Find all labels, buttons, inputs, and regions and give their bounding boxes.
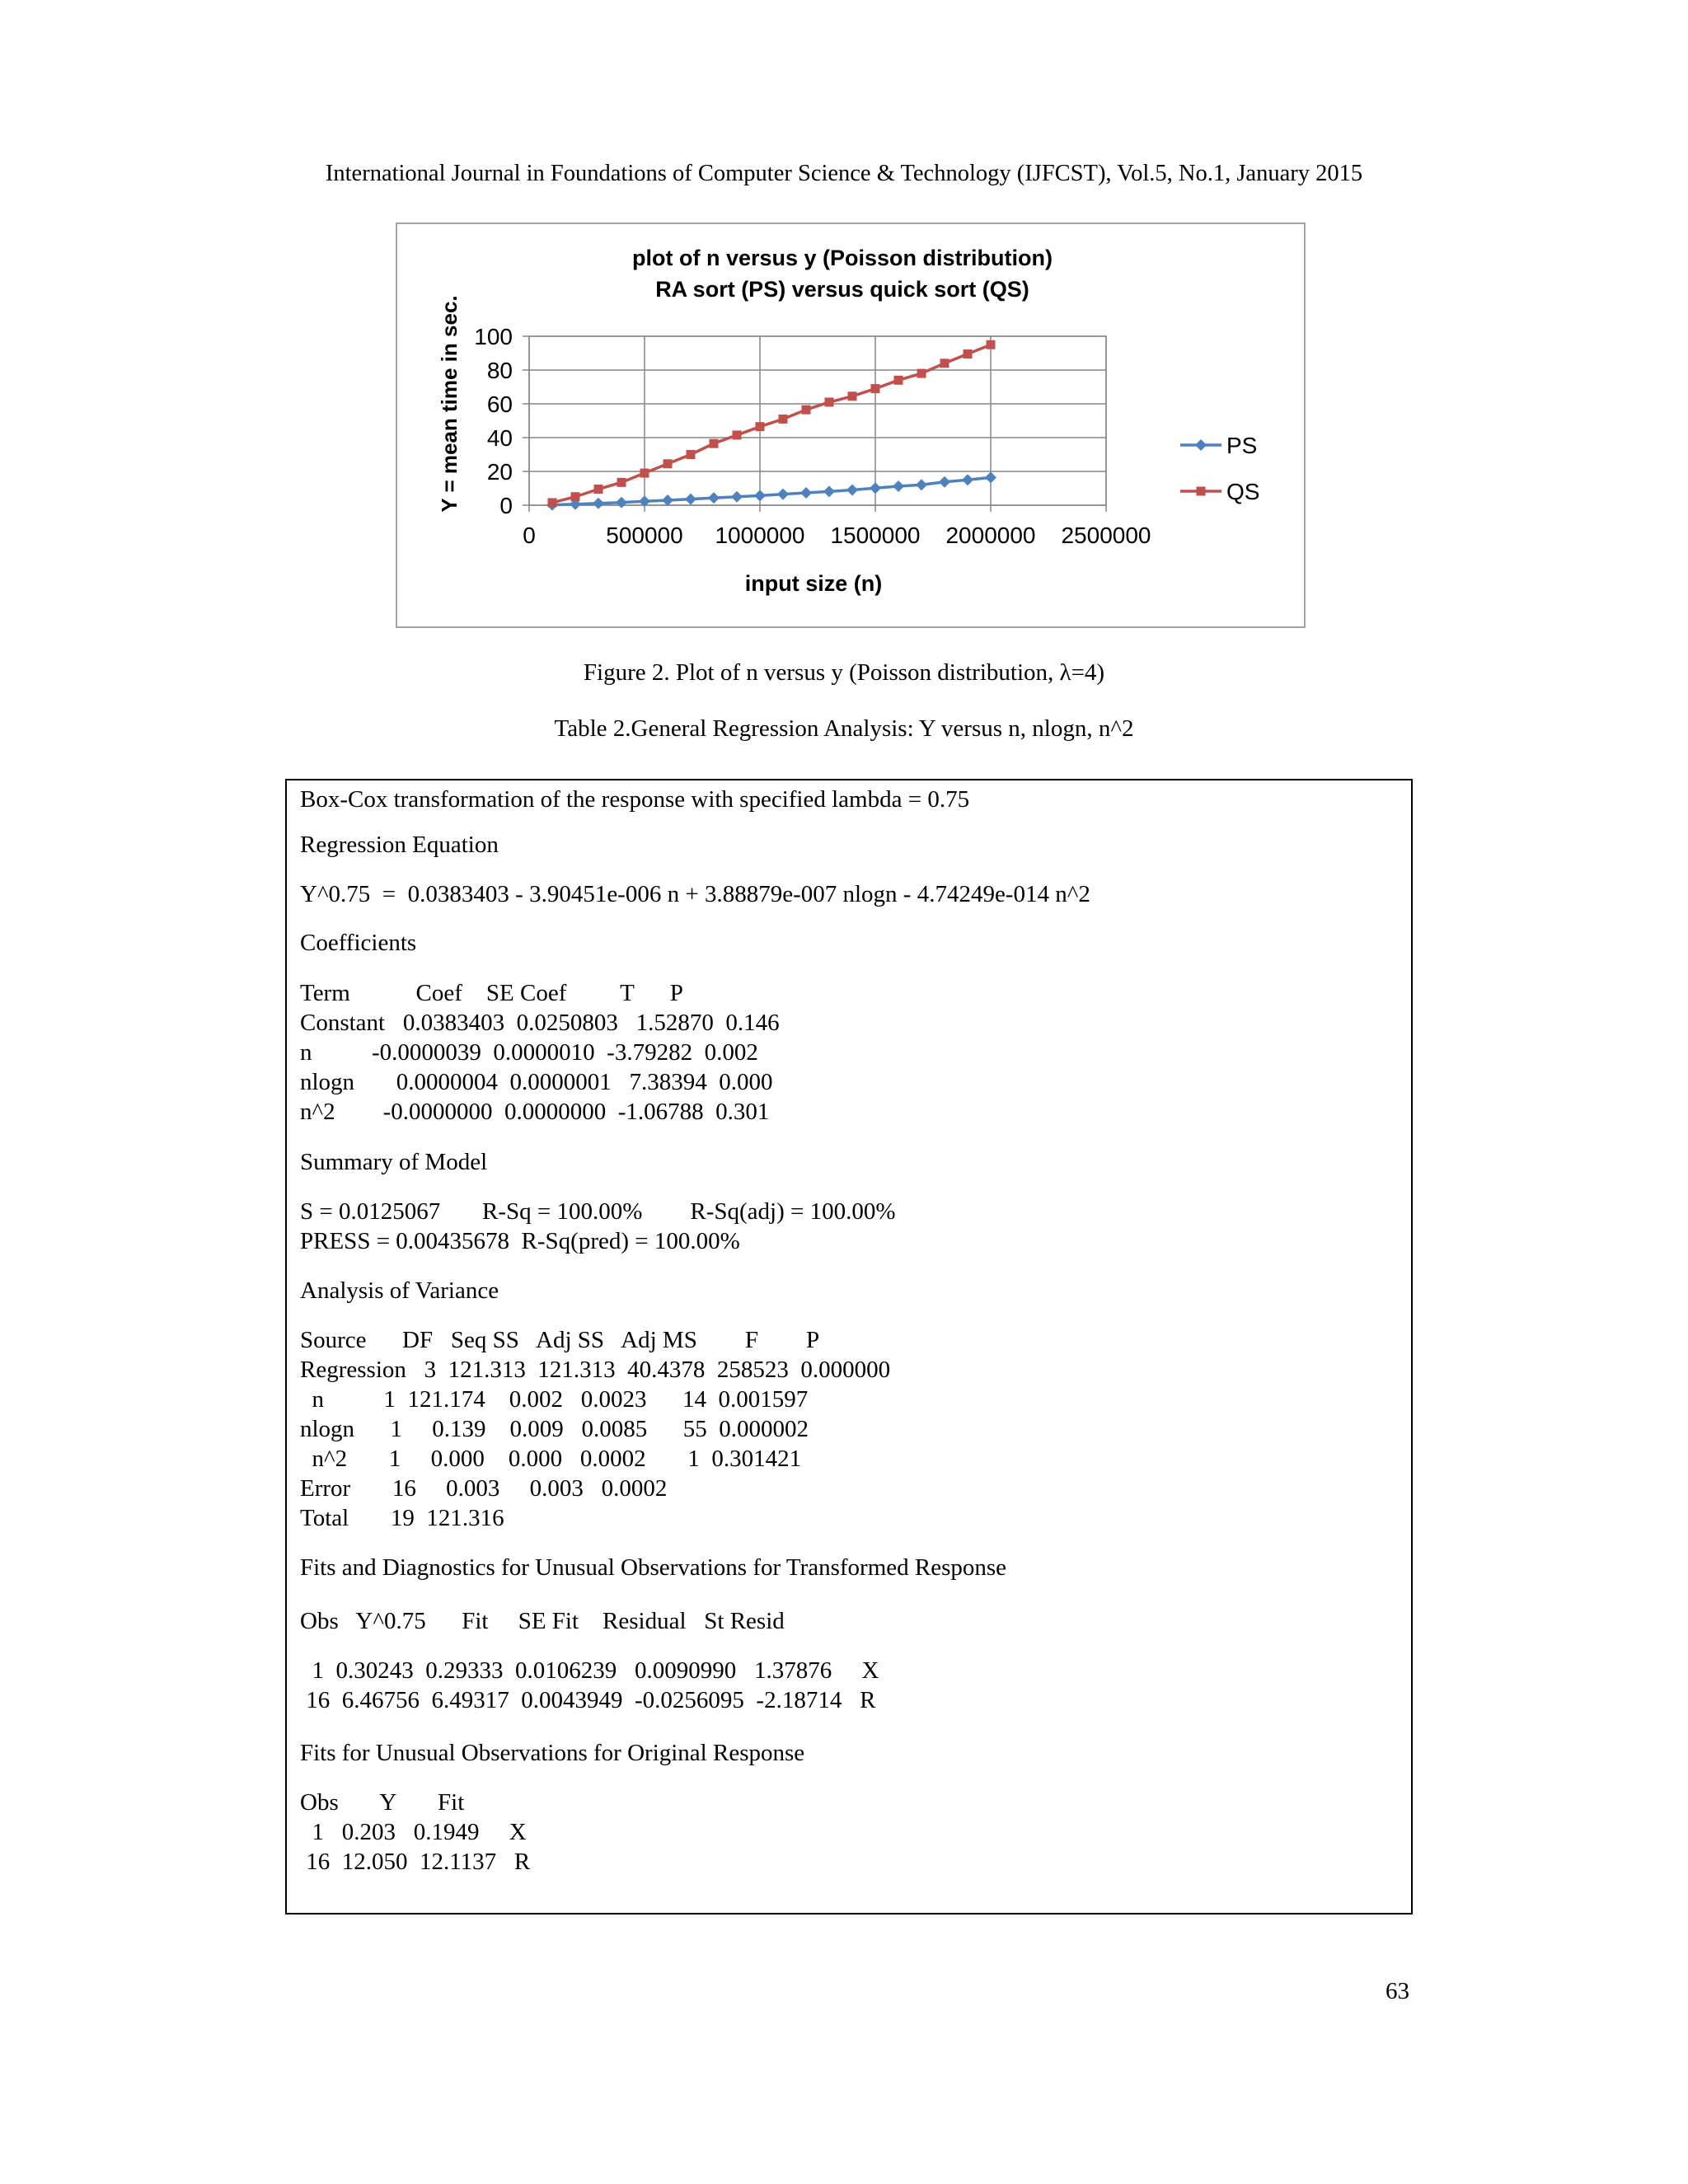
chart-axes (474, 324, 1151, 548)
x-tick-label: 1500000 (830, 523, 921, 548)
text-line: 1 0.203 0.1949 X (300, 1819, 527, 1845)
data-point-qs (617, 478, 626, 487)
data-point-ps (870, 482, 881, 494)
y-tick-label: 0 (499, 493, 513, 518)
data-point-ps (616, 497, 627, 509)
legend-label-ps: PS (1226, 433, 1258, 458)
text-line: 1 0.30243 0.29333 0.0106239 0.0090990 1.37876 X (300, 1657, 879, 1684)
text-line: Analysis of Variance (300, 1277, 499, 1304)
text-line: Source DF Seq SS Adj SS Adj MS F P (300, 1327, 820, 1353)
x-tick-label: 0 (523, 523, 536, 548)
text-line: Total 19 121.316 (300, 1505, 504, 1531)
data-point-qs (548, 498, 557, 507)
data-point-ps (939, 476, 950, 488)
x-axis-label: input size (n) (744, 571, 883, 596)
data-point-ps (731, 491, 743, 503)
y-tick-label: 40 (486, 425, 513, 451)
chart-legend (1180, 433, 1259, 504)
text-line: Constant 0.0383403 0.0250803 1.52870 0.146 (300, 1010, 780, 1036)
text-line: Error 16 0.003 0.003 0.0002 (300, 1475, 668, 1502)
data-point-ps (962, 474, 973, 485)
data-point-ps (985, 471, 996, 483)
legend-label-qs: QS (1226, 479, 1260, 504)
legend-marker-qs (1197, 487, 1206, 496)
data-point-ps (800, 487, 812, 499)
y-tick-label: 100 (474, 324, 513, 349)
text-line: Coefficients (300, 930, 417, 956)
data-point-ps (662, 494, 673, 506)
x-tick-label: 2500000 (1061, 523, 1151, 548)
data-point-qs (802, 405, 811, 415)
text-line: Summary of Model (300, 1149, 488, 1175)
chart-canvas (397, 224, 1304, 626)
data-point-ps (685, 494, 696, 505)
x-tick-label: 500000 (606, 523, 683, 548)
y-tick-label: 60 (486, 391, 513, 417)
text-line: Obs Y^0.75 Fit SE Fit Residual St Resid (300, 1608, 785, 1634)
text-line: S = 0.0125067 R-Sq = 100.00% R-Sq(adj) = 100.00% (300, 1198, 896, 1225)
data-point-qs (571, 492, 580, 501)
text-line: n^2 -0.0000000 0.0000000 -1.06788 0.301 (300, 1099, 770, 1125)
data-point-qs (894, 376, 903, 385)
text-line: Term Coef SE Coef T P (300, 980, 683, 1006)
y-axis-label: Y = mean time in sec. (437, 295, 462, 513)
text-line: PRESS = 0.00435678 R-Sq(pred) = 100.00% (300, 1228, 740, 1254)
data-point-qs (733, 430, 742, 439)
text-line: Regression Equation (300, 832, 499, 858)
data-point-qs (710, 439, 719, 448)
data-point-ps (593, 498, 604, 509)
text-line: Fits and Diagnostics for Unusual Observations for Transformed Response (300, 1554, 1007, 1581)
regression-output-box (285, 779, 1413, 1915)
page-number: 63 (1386, 1978, 1409, 2004)
data-point-qs (987, 340, 996, 349)
data-point-qs (640, 469, 649, 478)
data-point-ps (823, 485, 835, 497)
text-line: n^2 1 0.000 0.000 0.0002 1 0.301421 (300, 1446, 802, 1472)
data-point-ps (893, 480, 904, 492)
data-point-qs (964, 349, 973, 359)
text-line: Y^0.75 = 0.0383403 - 3.90451e-006 n + 3.88879e-007 nlogn - 4.74249e-014 n^2 (300, 881, 1090, 907)
text-line: 16 12.050 12.1137 R (300, 1849, 531, 1875)
data-point-qs (848, 391, 857, 401)
chart-title-line2: RA sort (PS) versus quick sort (QS) (655, 277, 1029, 302)
y-tick-label: 80 (486, 358, 513, 383)
data-point-qs (871, 384, 880, 393)
data-point-qs (594, 485, 603, 494)
plot-area (529, 336, 1106, 505)
text-line: Obs Y Fit (300, 1789, 465, 1816)
data-point-qs (825, 397, 834, 406)
chart-grid (529, 336, 1106, 505)
text-line: Fits for Unusual Observations for Original Response (300, 1740, 805, 1766)
y-tick-label: 20 (486, 459, 513, 485)
x-tick-label: 1000000 (715, 523, 805, 548)
data-point-qs (756, 422, 765, 431)
data-point-ps (777, 489, 789, 500)
data-point-qs (917, 369, 926, 378)
data-point-ps (846, 485, 858, 496)
x-tick-label: 2000000 (945, 523, 1036, 548)
running-header: International Journal in Foundations of Computer Science & Technology (IJFCST), Vol.5, No.1, January 2015 (325, 161, 1363, 186)
chart-series (546, 340, 996, 511)
figure-caption: Figure 2. Plot of n versus y (Poisson distribution, λ=4) (583, 659, 1105, 686)
text-line: nlogn 1 0.139 0.009 0.0085 55 0.000002 (300, 1416, 809, 1442)
text-line: 16 6.46756 6.49317 0.0043949 -0.0256095 -2.18714 R (300, 1687, 876, 1713)
data-point-qs (663, 459, 673, 468)
data-point-qs (940, 359, 950, 368)
text-line: Regression 3 121.313 121.313 40.4378 258523 0.000000 (300, 1357, 891, 1383)
data-point-qs (779, 415, 788, 424)
text-line: Box-Cox transformation of the response with specified lambda = 0.75 (300, 786, 970, 813)
chart-title-line1: plot of n versus y (Poisson distribution) (631, 246, 1053, 270)
data-point-qs (687, 450, 696, 459)
data-point-ps (916, 479, 927, 490)
text-line: n -0.0000039 0.0000010 -3.79282 0.002 (300, 1039, 758, 1066)
text-line: nlogn 0.0000004 0.0000001 7.38394 0.000 (300, 1069, 773, 1095)
figure-chart (396, 223, 1306, 628)
data-point-ps (754, 490, 766, 501)
data-point-ps (708, 492, 720, 504)
text-line: n 1 121.174 0.002 0.0023 14 0.001597 (300, 1386, 809, 1413)
table-caption: Table 2.General Regression Analysis: Y versus n, nlogn, n^2 (554, 715, 1134, 742)
legend-marker-ps (1195, 439, 1207, 451)
